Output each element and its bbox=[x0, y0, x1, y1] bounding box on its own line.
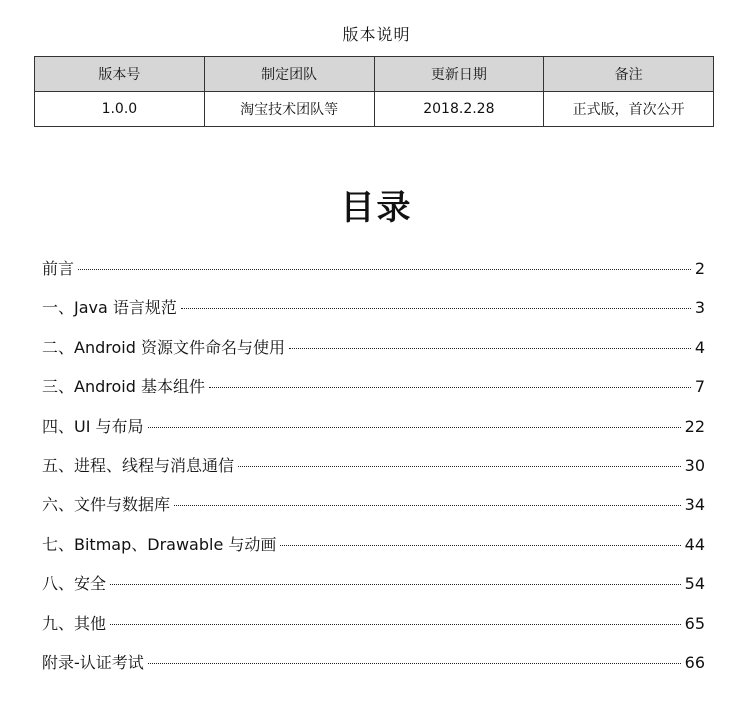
version-table bbox=[34, 56, 714, 127]
cell-notes: 正式版，首次公开 bbox=[544, 92, 714, 127]
toc-leader-dots bbox=[238, 466, 681, 467]
toc-leader-dots bbox=[110, 584, 681, 585]
toc-entry[interactable] bbox=[42, 337, 705, 376]
header-version-number: 版本号 bbox=[35, 57, 205, 92]
header-update-date: 更新日期 bbox=[374, 57, 544, 92]
toc-entry-page: 2 bbox=[694, 259, 705, 278]
header-team: 制定团队 bbox=[204, 57, 374, 92]
toc-entry[interactable] bbox=[42, 613, 705, 652]
toc-leader-dots bbox=[78, 269, 691, 270]
toc-entry-title: 二、Android 资源文件命名与使用 bbox=[42, 337, 285, 357]
table-of-contents bbox=[42, 258, 705, 691]
toc-leader-dots bbox=[148, 663, 681, 664]
toc-entry-title: 六、文件与数据库 bbox=[42, 495, 171, 515]
toc-entry-page: 3 bbox=[694, 298, 705, 318]
version-title: 版本说明 bbox=[342, 25, 411, 44]
toc-entry-page: 65 bbox=[684, 613, 705, 633]
toc-entry-title: 三、Android 基本组件 bbox=[42, 377, 205, 397]
toc-entry-page: 30 bbox=[684, 455, 705, 475]
toc-entry-title: 四、UI 与布局 bbox=[42, 416, 144, 436]
toc-entry-page: 54 bbox=[684, 574, 705, 594]
toc-entry[interactable] bbox=[42, 376, 705, 415]
toc-entry-title: 一、Java 语言规范 bbox=[42, 298, 177, 318]
toc-leader-dots bbox=[289, 348, 691, 349]
toc-entry[interactable] bbox=[42, 258, 705, 297]
cell-update-date: 2018.2.28 bbox=[374, 92, 544, 127]
toc-entry-title: 前言 bbox=[42, 259, 75, 278]
toc-entry-title: 八、安全 bbox=[42, 574, 107, 594]
cell-version-number: 1.0.0 bbox=[35, 92, 205, 127]
toc-entry[interactable] bbox=[42, 573, 705, 612]
toc-leader-dots bbox=[181, 308, 691, 309]
toc-entry-title: 五、进程、线程与消息通信 bbox=[42, 455, 235, 475]
toc-leader-dots bbox=[280, 545, 680, 546]
header-notes: 备注 bbox=[544, 57, 714, 92]
version-table-header-row bbox=[35, 57, 714, 92]
toc-entry-page: 44 bbox=[684, 534, 705, 554]
toc-entry[interactable] bbox=[42, 416, 705, 455]
toc-entry-page: 4 bbox=[694, 337, 705, 357]
toc-entry-page: 34 bbox=[684, 495, 705, 515]
toc-entry[interactable] bbox=[42, 494, 705, 533]
toc-entry-page: 22 bbox=[684, 416, 705, 436]
toc-leader-dots bbox=[209, 387, 691, 388]
toc-entry[interactable] bbox=[42, 455, 705, 494]
toc-leader-dots bbox=[174, 505, 681, 506]
toc-entry[interactable] bbox=[42, 534, 705, 573]
toc-leader-dots bbox=[148, 427, 681, 428]
toc-entry-title: 七、Bitmap、Drawable 与动画 bbox=[42, 534, 277, 554]
toc-heading: 目录 bbox=[340, 188, 413, 228]
toc-entry-title: 附录-认证考试 bbox=[42, 652, 144, 672]
toc-entry-page: 7 bbox=[694, 377, 705, 397]
toc-entry-title: 九、其他 bbox=[42, 613, 107, 633]
cell-team: 淘宝技术团队等 bbox=[204, 92, 374, 127]
toc-entry-page: 66 bbox=[684, 652, 705, 672]
toc-leader-dots bbox=[110, 624, 681, 625]
table-row bbox=[35, 92, 714, 127]
toc-entry[interactable] bbox=[42, 297, 705, 336]
toc-entry[interactable] bbox=[42, 652, 705, 691]
